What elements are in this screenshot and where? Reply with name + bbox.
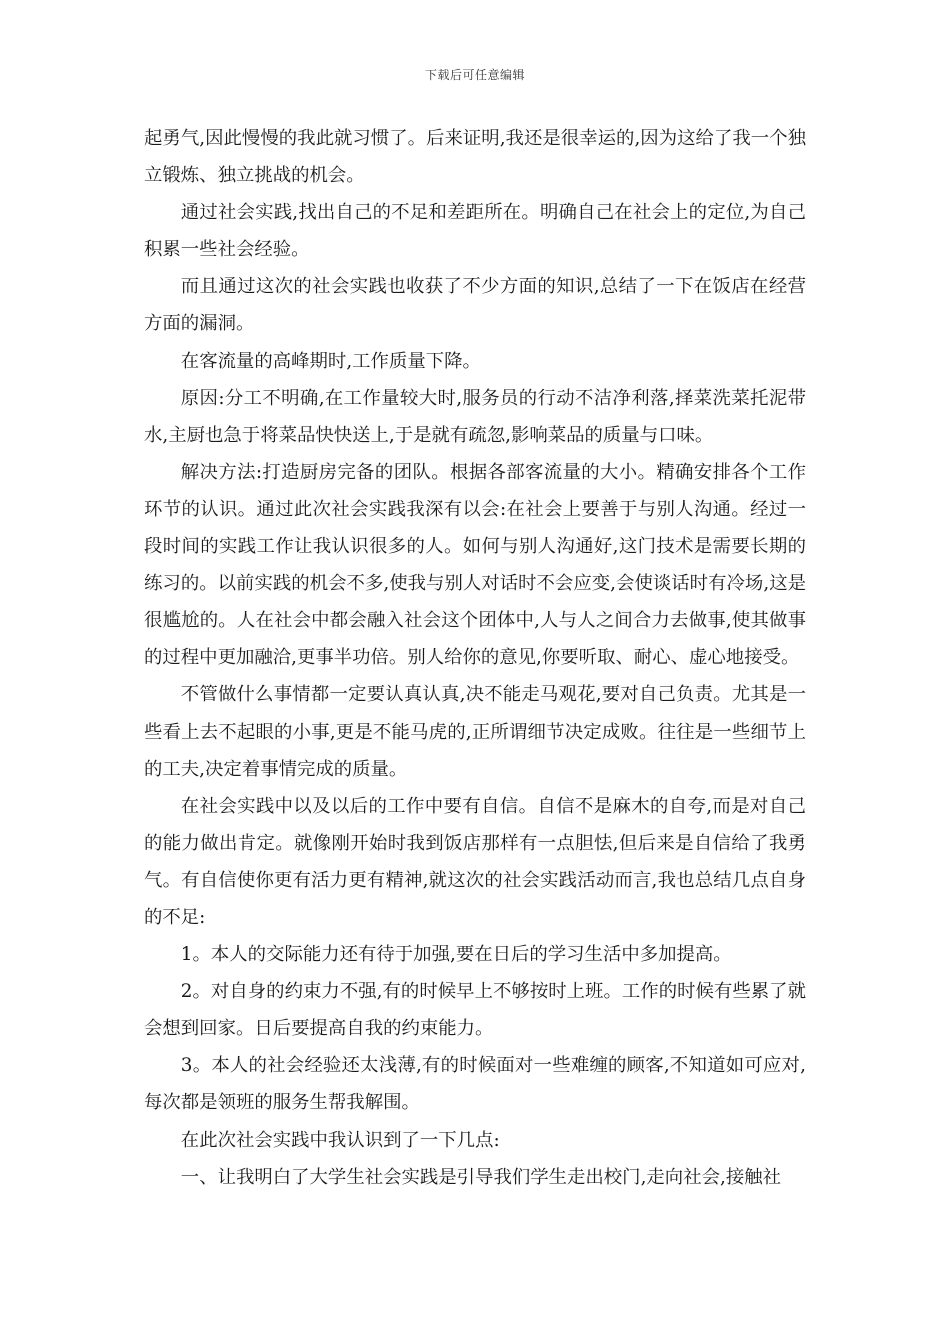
paragraph: 原因:分工不明确,在工作量较大时,服务员的行动不洁净利落,择菜洗菜托泥带水,主厨也急于将菜品快快送上,于是就有疏忽,影响菜品的质量与口味。 <box>144 387 806 446</box>
paragraph: 而且通过这次的社会实践也收获了不少方面的知识,总结了一下在饭店在经营方面的漏洞。 <box>144 276 806 335</box>
paragraph: 在客流量的高峰期时,工作质量下降。 <box>180 350 481 372</box>
paragraph: 在此次社会实践中我认识到了一下几点: <box>180 1129 500 1151</box>
list-item: 2。对自身的约束力不强,有的时候早上不够按时上班。工作的时候有些累了就会想到回家。日后要提高自我的约束能力。 <box>144 981 806 1040</box>
paragraph: 通过社会实践,找出自己的不足和差距所在。明确自己在社会上的定位,为自己积累一些社会经验。 <box>144 202 806 261</box>
list-item: 1。本人的交际能力还有待于加强,要在日后的学习生活中多加提高。 <box>180 944 732 966</box>
paragraph: 不管做什么事情都一定要认真认真,决不能走马观花,要对自己负责。尤其是一些看上去不起眼的小事,更是不能马虎的,正所谓细节决定成败。往往是一些细节上的工夫,决定着事情完成的质量。 <box>144 684 806 780</box>
paragraph: 在社会实践中以及以后的工作中要有自信。自信不是麻木的自夸,而是对自己的能力做出肯定。就像刚开始时我到饭店那样有一点胆怯,但后来是自信给了我勇气。有自信使你更有活力更有精神,就这次的社会实践活动而言,我也总结几点自身的不足: <box>144 795 806 928</box>
list-item: 3。本人的社会经验还太浅薄,有的时候面对一些难缠的顾客,不知道如可应对,每次都是领班的服务生帮我解围。 <box>144 1055 806 1114</box>
paragraph: 解决方法:打造厨房完备的团队。根据各部客流量的大小。精确安排各个工作环节的认识。通过此次社会实践我深有以会:在社会上要善于与别人沟通。经过一段时间的实践工作让我认识很多的人。如何与别人沟通好,这门技术是需要长期的练习的。以前实践的机会不多,使我与别人对话时不会应变,会使谈话时有冷场,这是很尴尬的。人在社会中都会融入社会这个团体中,人与人之间合力去做事,使其做事的过程中更加融洽,更事半功倍。别人给你的意见,你要听取、耐心、虚心地接受。 <box>144 461 806 669</box>
body-text <box>144 120 806 1196</box>
header-note: 下载后可任意编辑 <box>424 68 525 82</box>
paragraph: 一、让我明白了大学生社会实践是引导我们学生走出校门,走向社会,接触社 <box>180 1166 781 1188</box>
paragraph: 起勇气,因此慢慢的我此就习惯了。后来证明,我还是很幸运的,因为这给了我一个独立锻炼、独立挑战的机会。 <box>144 128 806 187</box>
